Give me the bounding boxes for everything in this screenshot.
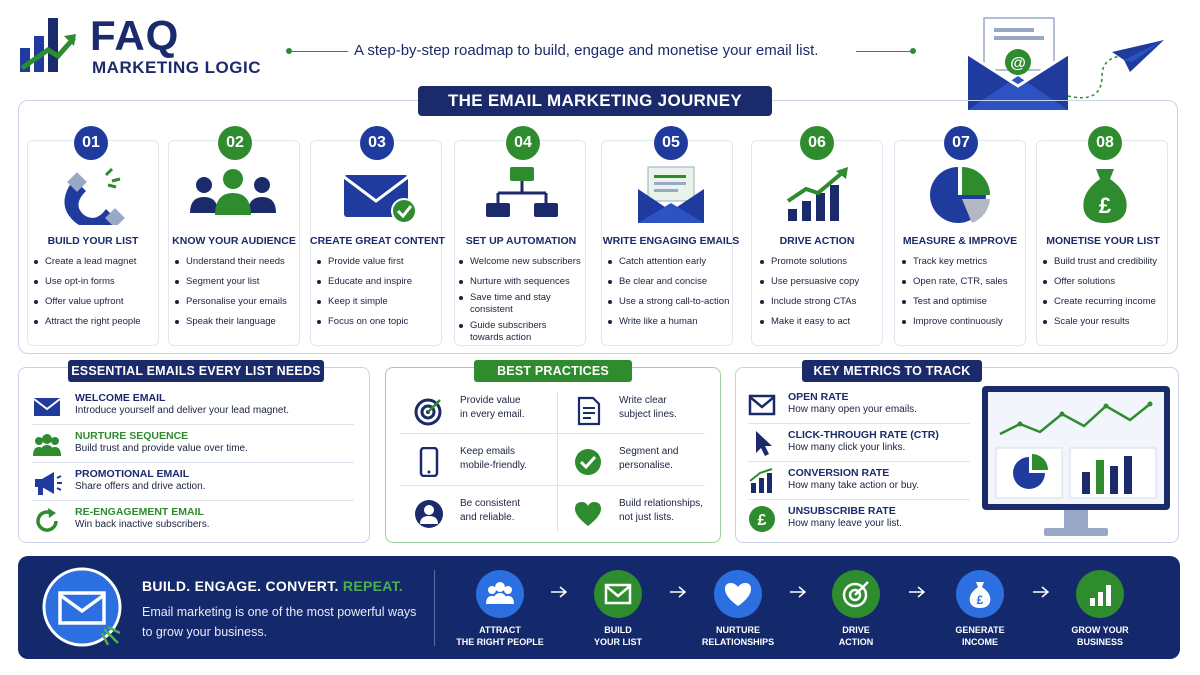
group-icon bbox=[32, 430, 62, 460]
growth-chart-icon bbox=[784, 165, 854, 225]
list-item: Keep it simple bbox=[317, 296, 441, 308]
list-item: Test and optimise bbox=[902, 296, 1026, 308]
step-title: BUILD YOUR LIST bbox=[47, 235, 139, 247]
best-practice-text: Keep emails mobile-friendly. bbox=[460, 446, 528, 471]
best-practice-text: Provide value in every email. bbox=[460, 395, 525, 420]
pound-icon bbox=[748, 505, 776, 533]
document-icon bbox=[573, 396, 603, 426]
envelope-check-icon bbox=[340, 165, 420, 225]
list-item: Make it easy to act bbox=[760, 316, 884, 328]
metric-desc: How many take action or buy. bbox=[788, 480, 919, 491]
logo-bars-icon bbox=[18, 14, 78, 74]
email-type-title: RE-ENGAGEMENT EMAIL bbox=[75, 506, 204, 518]
flow-step-grow bbox=[1040, 570, 1160, 654]
flow-step-label: DRIVE ACTION bbox=[838, 625, 874, 647]
metric-title: CONVERSION RATE bbox=[788, 467, 890, 479]
flowchart-icon bbox=[484, 165, 560, 225]
best-practice-item bbox=[414, 392, 564, 438]
step-list bbox=[459, 256, 587, 352]
megaphone-icon bbox=[32, 468, 62, 498]
step-number: 03 bbox=[360, 126, 394, 160]
flow-step-label: BUILD YOUR LIST bbox=[593, 625, 642, 647]
email-type-title: NURTURE SEQUENCE bbox=[75, 430, 189, 442]
step-list bbox=[1043, 256, 1173, 336]
check-circle-icon bbox=[573, 447, 603, 477]
list-item: Provide value first bbox=[317, 256, 441, 268]
heart-icon bbox=[714, 570, 762, 618]
svg-text:£: £ bbox=[976, 593, 984, 607]
step-title: MEASURE & IMPROVE bbox=[902, 235, 1018, 247]
flow-step-attract bbox=[440, 570, 560, 654]
step-list bbox=[902, 256, 1026, 336]
email-type-desc: Share offers and drive action. bbox=[75, 481, 206, 492]
step-number: 02 bbox=[218, 126, 252, 160]
brand-subtitle: MARKETING LOGIC bbox=[92, 58, 261, 77]
list-item: Segment your list bbox=[175, 276, 299, 288]
phone-icon bbox=[414, 447, 444, 477]
step-list bbox=[175, 256, 299, 336]
email-type-title: PROMOTIONAL EMAIL bbox=[75, 468, 190, 480]
pie-chart-icon bbox=[928, 165, 996, 225]
best-practice-item bbox=[414, 443, 564, 489]
cursor-icon bbox=[748, 429, 776, 457]
step-number: 05 bbox=[654, 126, 688, 160]
step-number: 08 bbox=[1088, 126, 1122, 160]
step-number: 01 bbox=[74, 126, 108, 160]
flow-step-build bbox=[558, 570, 678, 654]
heart-icon bbox=[573, 499, 603, 529]
best-practice-item bbox=[573, 443, 723, 489]
banner-body: Email marketing is one of the most powerful ways to grow your business. bbox=[142, 605, 417, 639]
best-practice-text: Be consistent and reliable. bbox=[460, 498, 521, 523]
email-envelope-illustration-icon bbox=[962, 14, 1172, 114]
metric-conversion-rate bbox=[748, 467, 978, 503]
metric-desc: How many leave your list. bbox=[788, 518, 902, 529]
best-practice-text: Build relationships, not just lists. bbox=[619, 498, 703, 523]
brand-name: FAQ bbox=[90, 12, 180, 59]
list-item: Write like a human bbox=[608, 316, 742, 328]
metric-ctr bbox=[748, 429, 978, 465]
tagline: A step-by-step roadmap to build, engage and monetise your email list. bbox=[354, 42, 819, 59]
open-envelope-icon bbox=[636, 165, 706, 225]
analytics-monitor-icon bbox=[980, 384, 1172, 540]
best-practice-item bbox=[414, 495, 564, 541]
list-item: Personalise your emails bbox=[175, 296, 299, 308]
footer-banner bbox=[18, 556, 1180, 659]
metric-title: UNSUBSCRIBE RATE bbox=[788, 505, 896, 517]
essential-emails-title: ESSENTIAL EMAILS EVERY LIST NEEDS bbox=[68, 360, 324, 382]
banner-headline bbox=[142, 578, 403, 594]
list-item: Use persuasive copy bbox=[760, 276, 884, 288]
essential-email-reengagement bbox=[32, 506, 362, 542]
envelope-icon bbox=[594, 570, 642, 618]
people-icon bbox=[476, 570, 524, 618]
flow-step-label: GENERATE INCOME bbox=[955, 625, 1005, 647]
banner-headline-repeat: REPEAT. bbox=[342, 578, 404, 594]
step-title: WRITE ENGAGING EMAILS bbox=[602, 235, 740, 247]
flow-step-nurture bbox=[678, 570, 798, 654]
list-item: Create a lead magnet bbox=[34, 256, 158, 268]
essential-email-promotional bbox=[32, 468, 362, 504]
list-item: Attract the right people bbox=[34, 316, 158, 328]
list-item: Use opt-in forms bbox=[34, 276, 158, 288]
target-icon bbox=[832, 570, 880, 618]
list-item: Use a strong call-to-action bbox=[608, 296, 742, 308]
list-item: Nurture with sequences bbox=[459, 276, 587, 288]
flow-step-generate bbox=[920, 570, 1040, 654]
step-title: CREATE GREAT CONTENT bbox=[310, 235, 445, 247]
step-number: 04 bbox=[506, 126, 540, 160]
journey-title: THE EMAIL MARKETING JOURNEY bbox=[418, 86, 772, 116]
list-item: Be clear and concise bbox=[608, 276, 742, 288]
list-item: Scale your results bbox=[1043, 316, 1173, 328]
step-title: MONETISE YOUR LIST bbox=[1046, 235, 1160, 247]
envelope-icon bbox=[42, 567, 122, 647]
best-practice-item bbox=[573, 495, 723, 541]
list-item: Offer value upfront bbox=[34, 296, 158, 308]
list-item: Open rate, CTR, sales bbox=[902, 276, 1026, 288]
tagline-row bbox=[286, 40, 918, 62]
list-item: Welcome new subscribers bbox=[459, 256, 587, 268]
list-item: Guide subscribers towards action bbox=[459, 320, 559, 344]
flow-step-label: ATTRACT THE RIGHT PEOPLE bbox=[456, 625, 544, 647]
list-item: Educate and inspire bbox=[317, 276, 441, 288]
list-item: Focus on one topic bbox=[317, 316, 441, 328]
essential-email-nurture bbox=[32, 430, 362, 466]
step-title: SET UP AUTOMATION bbox=[465, 235, 577, 247]
metric-title: OPEN RATE bbox=[788, 391, 849, 403]
list-item: Save time and stay consistent bbox=[459, 292, 559, 316]
refresh-icon bbox=[32, 506, 62, 536]
email-type-title: WELCOME EMAIL bbox=[75, 392, 166, 404]
flow-step-label: NURTURE RELATIONSHIPS bbox=[701, 625, 775, 647]
email-type-desc: Win back inactive subscribers. bbox=[75, 519, 210, 530]
step-list bbox=[760, 256, 884, 336]
svg-text:£: £ bbox=[757, 512, 767, 529]
metric-desc: How many open your emails. bbox=[788, 404, 917, 415]
svg-text:@: @ bbox=[1010, 55, 1026, 72]
list-item: Speak their language bbox=[175, 316, 299, 328]
list-item: Offer solutions bbox=[1043, 276, 1173, 288]
bar-chart-icon bbox=[748, 467, 776, 495]
money-bag-icon bbox=[1078, 165, 1132, 225]
metric-title: CLICK-THROUGH RATE (CTR) bbox=[788, 429, 939, 441]
best-practice-text: Write clear subject lines. bbox=[619, 395, 677, 420]
list-item: Build trust and credibility bbox=[1043, 256, 1173, 268]
bar-chart-icon bbox=[1076, 570, 1124, 618]
banner-headline-main: BUILD. ENGAGE. CONVERT. bbox=[142, 578, 339, 594]
list-item: Include strong CTAs bbox=[760, 296, 884, 308]
key-metrics-title: KEY METRICS TO TRACK bbox=[802, 360, 982, 382]
envelope-icon bbox=[748, 391, 776, 419]
header bbox=[0, 0, 1200, 95]
step-list bbox=[317, 256, 441, 336]
step-number: 06 bbox=[800, 126, 834, 160]
step-title: KNOW YOUR AUDIENCE bbox=[172, 235, 296, 247]
essential-email-welcome bbox=[32, 392, 362, 428]
step-title: DRIVE ACTION bbox=[779, 235, 855, 247]
best-practice-text: Segment and personalise. bbox=[619, 446, 679, 471]
email-type-desc: Introduce yourself and deliver your lead magnet. bbox=[75, 405, 290, 416]
list-item: Track key metrics bbox=[902, 256, 1026, 268]
metric-unsubscribe-rate bbox=[748, 505, 978, 541]
list-item: Understand their needs bbox=[175, 256, 299, 268]
metric-desc: How many click your links. bbox=[788, 442, 906, 453]
step-list bbox=[34, 256, 158, 336]
money-bag-icon bbox=[956, 570, 1004, 618]
people-icon bbox=[188, 165, 278, 225]
envelope-icon bbox=[32, 392, 62, 422]
email-type-desc: Build trust and provide value over time. bbox=[75, 443, 248, 454]
step-number: 07 bbox=[944, 126, 978, 160]
list-item: Create recurring income bbox=[1043, 296, 1173, 308]
best-practice-item bbox=[573, 392, 723, 438]
target-icon bbox=[414, 396, 444, 426]
step-list bbox=[608, 256, 742, 336]
magnet-icon bbox=[60, 165, 128, 225]
person-icon bbox=[414, 499, 444, 529]
flow-step-drive bbox=[796, 570, 916, 654]
list-item: Promote solutions bbox=[760, 256, 884, 268]
list-item: Catch attention early bbox=[608, 256, 742, 268]
banner-divider bbox=[434, 570, 435, 646]
flow-step-label: GROW YOUR BUSINESS bbox=[1071, 625, 1129, 647]
svg-text:£: £ bbox=[1098, 193, 1112, 218]
best-practices-title: BEST PRACTICES bbox=[474, 360, 632, 382]
metric-open-rate bbox=[748, 391, 978, 427]
list-item: Improve continuously bbox=[902, 316, 1026, 328]
